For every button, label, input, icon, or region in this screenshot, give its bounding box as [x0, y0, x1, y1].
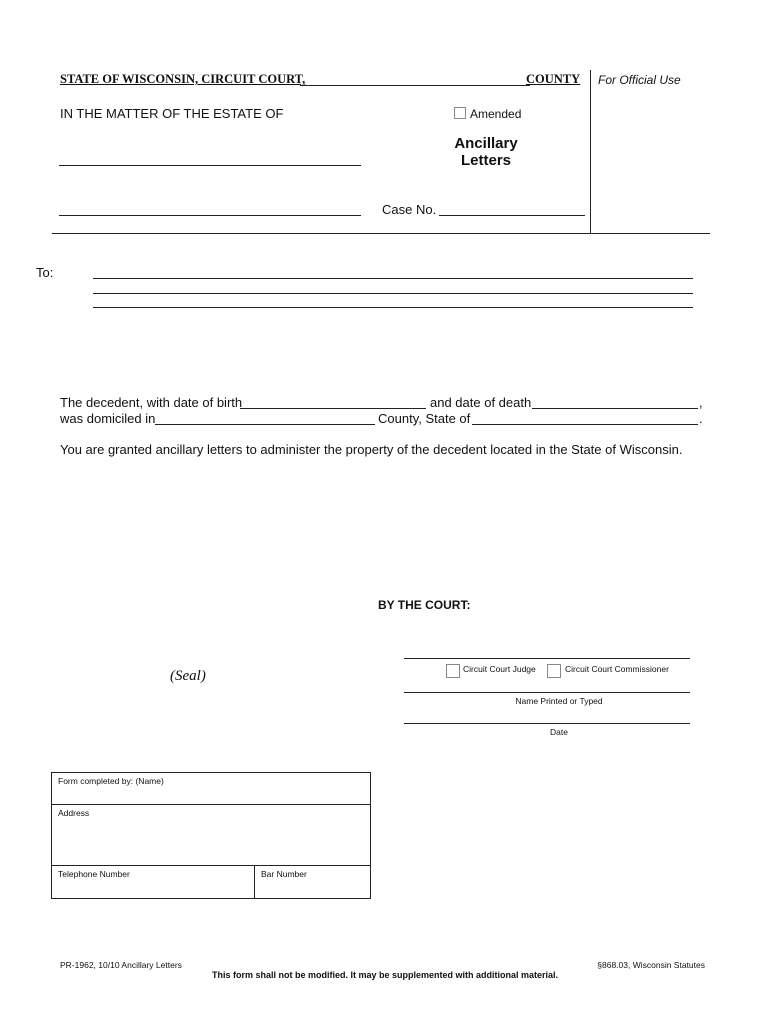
judge-label: Circuit Court Judge: [463, 664, 536, 674]
dod-comma: ,: [699, 395, 703, 410]
name-printed-line[interactable]: [404, 692, 690, 693]
date-of-death-field[interactable]: [532, 408, 698, 409]
to-line-2[interactable]: [93, 293, 693, 294]
commissioner-checkbox[interactable]: [547, 664, 561, 678]
by-the-court-label: BY THE COURT:: [378, 598, 471, 612]
decedent-name-line-2[interactable]: [59, 215, 361, 216]
header-bottom-rule: [52, 233, 710, 234]
case-number-field[interactable]: [439, 215, 585, 216]
state-period: .: [699, 411, 703, 426]
box-divider-vertical: [254, 865, 255, 898]
to-label: To:: [36, 265, 54, 280]
case-number-label: Case No.: [382, 202, 437, 217]
date-line[interactable]: [404, 723, 690, 724]
document-title-line-2: Letters: [460, 152, 512, 169]
form-completed-by-box: [51, 772, 371, 899]
domicile-state-field[interactable]: [472, 424, 698, 425]
address-field[interactable]: Address: [58, 808, 90, 818]
official-use-divider: [590, 70, 591, 233]
amended-checkbox[interactable]: [454, 107, 466, 119]
county-state-label: County, State of: [378, 411, 471, 426]
to-line-3[interactable]: [93, 307, 693, 308]
telephone-field[interactable]: Telephone Number: [58, 869, 130, 879]
bar-number-field[interactable]: Bar Number: [261, 869, 307, 879]
to-line-1[interactable]: [93, 278, 693, 279]
domicile-county-field[interactable]: [155, 424, 375, 425]
granted-statement: You are granted ancillary letters to administer the property of the decedent located in the State of Wisconsin.: [60, 442, 683, 457]
court-heading: STATE OF WISCONSIN, CIRCUIT COURT,: [60, 72, 306, 86]
name-printed-label: Name Printed or Typed: [515, 696, 603, 706]
county-label: COUNTY: [526, 72, 581, 86]
statute-reference: §868.03, Wisconsin Statutes: [597, 960, 705, 970]
document-title: [420, 135, 552, 169]
document-title-line-1: Ancillary: [454, 135, 518, 152]
decedent-name-line[interactable]: [59, 165, 361, 166]
completed-by-field[interactable]: Form completed by: (Name): [58, 776, 164, 786]
box-divider-2: [52, 865, 370, 866]
date-label: Date: [550, 727, 568, 737]
form-id: PR-1962, 10/10 Ancillary Letters: [60, 960, 182, 970]
box-divider-1: [52, 804, 370, 805]
amended-label: Amended: [470, 107, 522, 121]
estate-of-label: IN THE MATTER OF THE ESTATE OF: [60, 106, 284, 121]
domiciled-prefix: was domiciled in: [60, 411, 156, 426]
county-name-line[interactable]: [300, 85, 530, 86]
signature-line[interactable]: [404, 658, 690, 659]
commissioner-label: Circuit Court Commissioner: [565, 664, 669, 674]
seal-label: (Seal): [170, 668, 206, 684]
dod-prefix: and date of death: [430, 395, 532, 410]
dob-prefix: The decedent, with date of birth: [60, 395, 243, 410]
judge-checkbox[interactable]: [446, 664, 460, 678]
date-of-birth-field[interactable]: [240, 408, 426, 409]
modification-notice: This form shall not be modified. It may be supplemented with additional material.: [211, 970, 559, 980]
official-use-label: For Official Use: [598, 73, 681, 87]
